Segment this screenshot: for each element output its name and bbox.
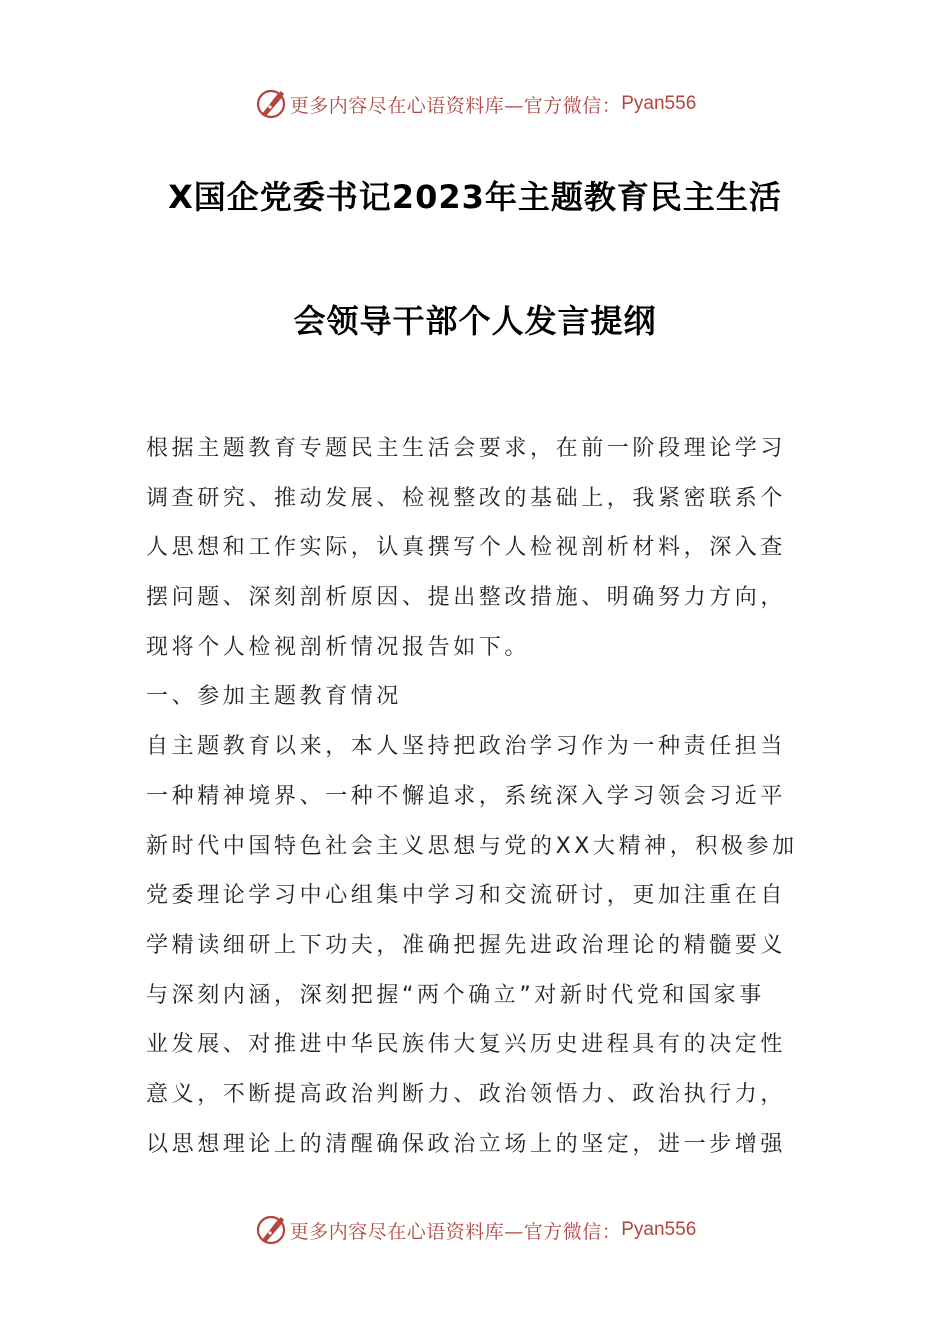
body-line: 摆问题、深刻剖析原因、提出整改措施、明确努力方向， [146, 585, 787, 611]
body-line: 以思想理论上的清醒确保政治立场上的坚定，进一步增强 [146, 1131, 787, 1157]
body-line: 自主题教育以来，本人坚持把政治学习作为一种责任担当 [146, 734, 787, 760]
body-line: 人思想和工作实际，认真撰写个人检视剖析材料，深入查 [146, 535, 787, 561]
body-line: 学精读细研上下功夫，准确把握先进政治理论的精髓要义 [146, 932, 787, 958]
body-line: 与深刻内涵，深刻把握“两个确立”对新时代党和国家事 [146, 982, 765, 1008]
body-line: 新时代中国特色社会主义思想与党的XX大精神，积极参加 [146, 833, 798, 859]
section-heading: 一、参加主题教育情况 [146, 684, 403, 710]
watermark-wechat-id: Pyan556 [621, 1219, 697, 1240]
body-line: 现将个人检视剖析情况报告如下。 [146, 634, 531, 660]
body-line: 党委理论学习中心组集中学习和交流研讨，更加注重在自 [146, 883, 787, 909]
body-line: 业发展、对推进中华民族伟大复兴历史进程具有的决定性 [146, 1032, 787, 1058]
pen-nib-circle-icon [254, 87, 288, 121]
watermark-text: 更多内容尽在心语资料库—官方微信： [289, 94, 622, 117]
body-line: 根据主题教育专题民主生活会要求，在前一阶段理论学习 [146, 436, 787, 461]
body-line: 一种精神境界、一种不懈追求，系统深入学习领会习近平 [146, 783, 787, 809]
footer-watermark [0, 1210, 950, 1250]
watermark-wechat-id: Pyan556 [621, 93, 697, 114]
body-line: 意义，不断提高政治判断力、政治领悟力、政治执行力， [146, 1081, 787, 1107]
body-line: 调查研究、推动发展、检视整改的基础上，我紧密联系个 [146, 485, 787, 511]
header-watermark [0, 84, 950, 124]
document-title-line-2: 会领导干部个人发言提纲 [293, 302, 657, 340]
pen-nib-circle-icon [254, 1213, 288, 1247]
watermark-text: 更多内容尽在心语资料库—官方微信： [289, 1220, 622, 1243]
document-title-line-1: X国企党委书记2023年主题教育民主生活 [168, 178, 782, 216]
document-body [146, 424, 810, 1169]
